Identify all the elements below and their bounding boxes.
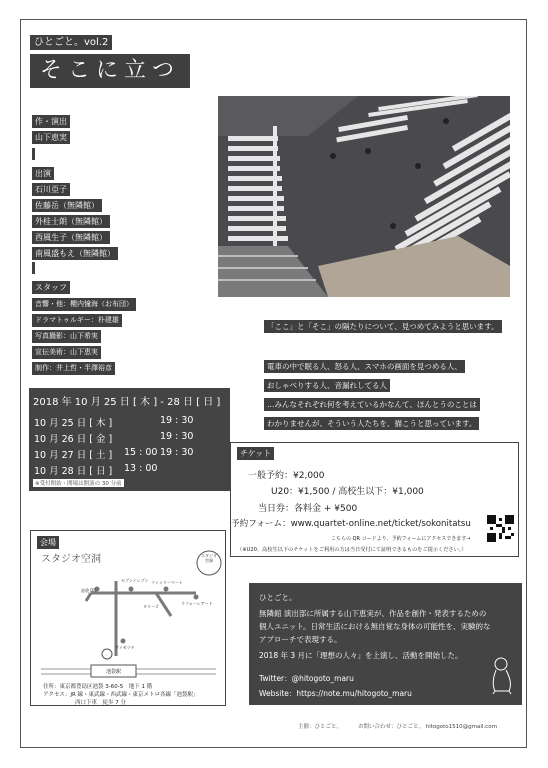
ticket-general: 一般予約：¥2,000 — [248, 471, 325, 481]
venue-name: スタジオ空洞 — [41, 554, 101, 565]
venue-label: 会場 — [37, 536, 59, 549]
map-label-station: 池袋駅 — [106, 669, 122, 675]
staff-member: ドラマトゥルギー：朴建雄 — [32, 314, 122, 327]
cast-member: 西風生子（無隣館） — [32, 231, 110, 244]
credits — [32, 109, 136, 371]
cast-label: 出演 — [32, 167, 54, 180]
character-illustration — [487, 655, 517, 695]
footer-organizer: 主催：ひとごと。 — [298, 724, 343, 730]
ticket-note: （※U20、高校生以下のチケットをご利用の方は当日受付にて証明できるものをご提示ください。） — [237, 547, 467, 553]
description-line: 電車の中で眠る人、怒る人、スマホの画面を見つめる人、 — [264, 360, 465, 373]
schedule-row — [34, 463, 158, 477]
about-line: ひとごと。 — [259, 593, 297, 602]
ticket-label: チケット — [237, 447, 274, 460]
about-line: 個人ユニット。日常生活における無自覚な身体の可能性を、実験的な — [259, 622, 491, 631]
schedule-note: ※受付開始・開場は開演の 30 分前 — [35, 481, 122, 487]
staff-label: スタッフ — [32, 281, 70, 294]
footer-contact: お問い合わせ：ひとごと。 hitogoto1510@gmail.com — [358, 724, 497, 730]
divider-bar — [32, 148, 35, 160]
about-box — [249, 583, 522, 705]
schedule-day: 10 月 27 日 [ 土 ] — [34, 450, 113, 461]
about-line: アプローチで表現する。 — [259, 635, 342, 644]
schedule-row — [34, 431, 194, 445]
venue-access: アクセス：JR 線・東武線・西武線・東京メトロ各線「池袋駅」 — [43, 692, 199, 698]
schedule-box — [29, 388, 230, 491]
ticket-box — [230, 442, 519, 557]
about-line: 2018 年 3 月に「理想の人々」を上演し、活動を開始した。 — [259, 651, 463, 660]
cast-member: 南風盛もえ（無隣館） — [32, 247, 118, 260]
series-label: ひとごと。vol.2 — [30, 35, 112, 50]
schedule-time: 15 : 00 — [124, 447, 158, 458]
ticket-door: 当日券：各料金 + ¥500 — [258, 504, 358, 514]
director-label: 作・演出 — [32, 115, 70, 128]
qr-note: こちらの QR コードより、予約フォームにアクセスできます→ — [331, 536, 471, 542]
website-link[interactable]: Website：https://note.mu/hitogoto_maru — [259, 689, 412, 698]
map-label: 池袋 DD — [81, 588, 97, 593]
schedule-time: 19 : 30 — [160, 431, 194, 442]
staff-member: 制作：井上哲・半澤裕彦 — [32, 362, 115, 375]
venue-address: 住所：東京都豊島区池袋 3-60-5 地下 1 階 — [43, 684, 153, 690]
cast-member: 石川亞子 — [32, 183, 70, 196]
qr-code-icon[interactable] — [487, 515, 514, 542]
divider-bar — [32, 262, 35, 274]
map-label: タリーズ — [143, 604, 159, 609]
page-title: そこに立つ — [30, 54, 190, 88]
schedule-row — [34, 415, 194, 429]
description-line: わかりませんが、そういう人たちを、描こうと思っています。 — [264, 417, 479, 430]
map-label: ラフォーレアート — [181, 601, 213, 606]
schedule-day: 10 月 26 日 [ 金 ] — [34, 434, 113, 445]
schedule-day: 10 月 25 日 [ 木 ] — [34, 418, 113, 429]
director-name: 山下恵実 — [32, 131, 70, 144]
schedule-row — [34, 447, 194, 461]
map-label: セブンイレブン — [121, 578, 149, 583]
map-label-venue-stamp: スタジオ空洞 — [201, 553, 217, 563]
description-line: …みんなそれぞれ何を考えているかなんて、ほんとうのことは — [264, 398, 480, 411]
description-line: おしゃべりする人、音漏れしてる人 — [264, 379, 390, 392]
schedule-time: 19 : 30 — [160, 415, 194, 426]
ticket-u20: U20：¥1,500 / 高校生以下：¥1,000 — [271, 487, 424, 497]
about-line: 無隣館 演出部に所属する山下恵実が、作品を創作・発表するための — [259, 609, 487, 618]
cast-member: 佐藤岳（無隣館） — [32, 199, 102, 212]
schedule-day: 10 月 28 日 [ 日 ] — [34, 466, 113, 477]
staff-member: 音響・他：櫻内憧海（お布団） — [32, 298, 136, 311]
crosswalk-photo — [218, 96, 510, 297]
description-line: 「ここ」と「そこ」の隔たりについて、見つめてみようと思います。 — [264, 320, 502, 333]
cast-member: 外桂士朗（無隣館） — [32, 215, 110, 228]
schedule-time: 13 : 00 — [124, 463, 158, 474]
map-label: サイゼリヤ — [115, 645, 135, 650]
twitter-link[interactable]: Twitter：@hitogoto_maru — [259, 674, 354, 683]
staff-member: 宣伝美術：山下恵実 — [32, 346, 101, 359]
venue-map — [30, 530, 226, 706]
schedule-time: 19 : 30 — [160, 447, 194, 458]
map-label: ファミリーマート — [151, 580, 183, 585]
ticket-form-link[interactable]: 予約フォーム：www.quartet-online.net/ticket/sokonitatsu — [231, 519, 471, 529]
staff-member: 写真撮影：山下希実 — [32, 330, 101, 343]
performance-period: 2018 年 10 月 25 日 [ 木 ] - 28 日 [ 日 ] — [33, 397, 221, 408]
venue-access: 西口下車 徒歩 7 分 — [75, 700, 126, 706]
